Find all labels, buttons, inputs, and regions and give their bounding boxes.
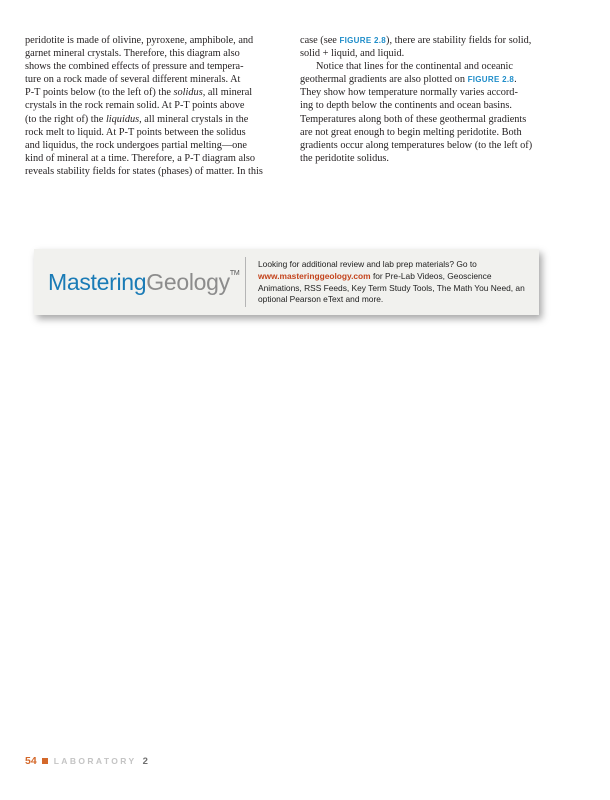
term-solidus: solidus, — [173, 87, 206, 99]
line: all mineral — [205, 87, 253, 99]
figure-reference-link[interactable]: FIGURE 2.8 — [339, 36, 387, 45]
body-column-left — [25, 34, 278, 178]
line: rock melt to liquid. At P-T points between the solidus — [25, 126, 246, 138]
line: ing to depth below the continents and ocean basins. — [300, 100, 512, 112]
line: shows the combined effects of pressure and tempera- — [25, 61, 244, 73]
mastering-geology-link[interactable]: www.masteringgeology.com — [258, 270, 371, 281]
paragraph-right-1 — [300, 34, 553, 60]
promo-divider — [245, 257, 246, 307]
line: peridotite is made of olivine, pyroxene, amphibole, and — [25, 35, 254, 46]
footer-section-label: LABORATORY — [53, 756, 137, 766]
promo-text-intro: Looking for additional review and lab prep materials? Go to — [258, 259, 477, 269]
paragraph-right-2 — [300, 60, 553, 165]
line: all mineral crystals in the — [141, 113, 249, 125]
promo-text-body: for Pre-Lab Videos, Geoscience Animations, RSS Feeds, Key Term Study Tools, The Math You Need, an optional Pearson eText and more. — [258, 270, 525, 305]
paragraph-left — [25, 34, 278, 178]
line: Temperatures along both of these geothermal gradients — [300, 113, 527, 125]
body-column-right — [300, 34, 553, 165]
text: ), there are stability fields for solid, — [386, 35, 532, 46]
line: garnet mineral crystals. Therefore, this diagram also — [25, 48, 240, 60]
line: reveals stability fields for states (phases) of matter. In this — [25, 165, 263, 177]
line: geothermal gradients are also plotted on — [300, 74, 468, 86]
line: They show how temperature normally varies accord- — [300, 87, 518, 99]
term-liquidus: liquidus, — [105, 113, 142, 125]
line: Notice that lines for the continental and oceanic — [316, 61, 513, 73]
page-number: 54 — [25, 755, 37, 767]
logo-geology: Geology — [146, 269, 230, 295]
line: P-T points below (to the left of) the — [25, 87, 174, 99]
line: the peridotite solidus. — [300, 152, 389, 164]
line: ture on a rock made of several different minerals. At — [25, 74, 241, 86]
line: gradients occur along temperatures below (to the left of) — [300, 139, 533, 151]
line: (to the right of) the — [25, 113, 106, 125]
line: are not great enough to begin melting peridotite. Both — [300, 126, 522, 138]
mastering-geology-promo-box — [34, 249, 539, 315]
line: kind of mineral at a time. Therefore, a P-T diagram also — [25, 152, 256, 164]
promo-description — [258, 259, 530, 306]
line: and liquidus, the rock undergoes partial melting—one — [25, 139, 248, 151]
text: solid + liquid, and liquid. — [300, 48, 405, 60]
text: . — [514, 74, 517, 86]
figure-reference-link[interactable]: FIGURE 2.8 — [467, 75, 515, 85]
footer-square-bullet — [42, 758, 48, 764]
line: crystals in the rock remain solid. At P-T points above — [25, 100, 245, 112]
page-footer — [25, 755, 148, 767]
mastering-geology-logo — [48, 269, 239, 296]
logo-trademark: TM — [229, 270, 240, 277]
text: case (see — [300, 35, 340, 46]
footer-lab-number: 2 — [142, 755, 148, 767]
logo-mastering: Mastering — [48, 269, 147, 295]
